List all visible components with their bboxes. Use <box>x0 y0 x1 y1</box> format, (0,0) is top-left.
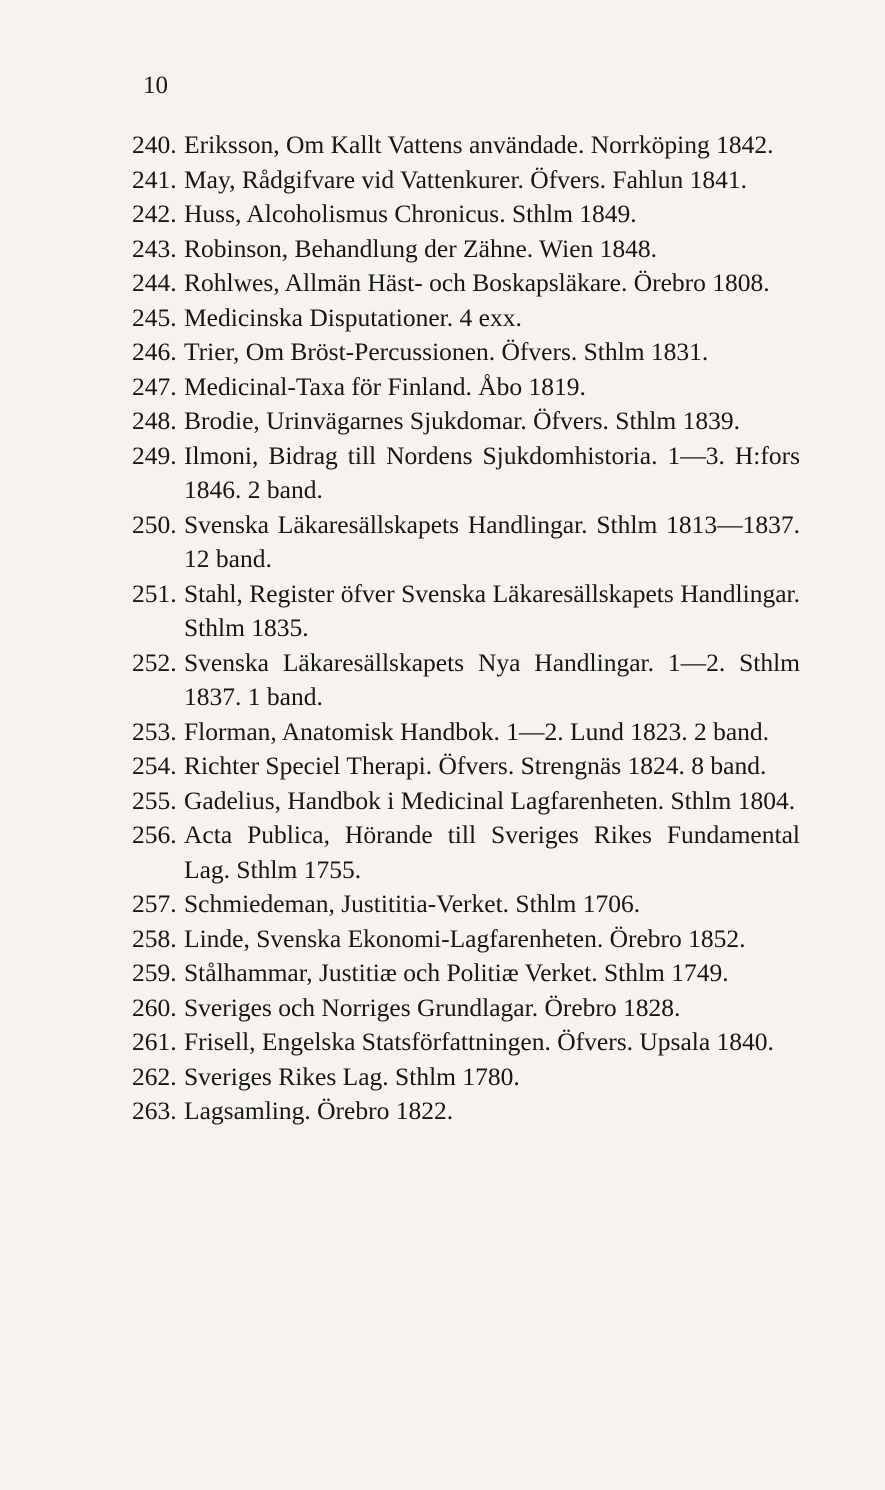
entry-number: 258. <box>132 923 177 953</box>
entry-number: 263. <box>132 1096 177 1125</box>
entry-text: Lagsamling. Örebro 1822. <box>184 1096 454 1125</box>
entry-number: 250. <box>132 509 177 539</box>
entry-text: Schmiedeman, Justititia-Verket. Sthlm 1706. <box>184 889 641 918</box>
catalog-entry <box>132 784 800 819</box>
entry-text: Acta Publica, Hörande till Sveriges Rikes Fundamental Lag. Sthlm 1755. <box>184 820 800 884</box>
entry-number: 240. <box>132 130 177 159</box>
entry-text: Medicinska Disputationer. 4 exx. <box>184 302 522 332</box>
catalog-entry <box>132 1025 800 1060</box>
entry-text: Sveriges och Norriges Grundlagar. Örebro 1828. <box>184 992 681 1022</box>
entry-text: Brodie, Urinvägarnes Sjukdomar. Öfvers. Sthlm 1839. <box>184 406 740 435</box>
entry-number: 254. <box>132 751 177 780</box>
catalog-entry <box>132 335 800 370</box>
entry-number: 260. <box>132 992 177 1022</box>
catalog-entry <box>132 818 800 887</box>
entry-text: Ilmoni, Bidrag till Nordens Sjukdomhistoria. 1—3. H:fors 1846. 2 band. <box>184 440 800 504</box>
catalog-entry <box>132 128 800 163</box>
entry-number: 261. <box>132 1027 177 1056</box>
entry-number: 244. <box>132 268 177 297</box>
entry-number: 257. <box>132 889 177 918</box>
catalog-entry <box>132 370 800 405</box>
entry-number: 262. <box>132 1061 177 1091</box>
entry-text: Huss, Alcoholismus Chronicus. Sthlm 1849. <box>184 199 637 228</box>
entry-text: Frisell, Engelska Statsförfattningen. Öfvers. Upsala 1840. <box>184 1027 774 1056</box>
catalog-entry <box>132 232 800 267</box>
entry-number: 256. <box>132 820 177 849</box>
entry-text: Stahl, Register öfver Svenska Läkaresällskapets Handlingar. Sthlm 1835. <box>184 578 800 642</box>
catalog-entry <box>132 439 800 508</box>
catalog-entry <box>132 508 800 577</box>
entry-text: May, Rådgifvare vid Vattenkurer. Öfvers. Fahlun 1841. <box>184 164 748 194</box>
entry-number: 243. <box>132 233 177 263</box>
entry-text: Richter Speciel Therapi. Öfvers. Strengnäs 1824. 8 band. <box>184 751 767 780</box>
entry-number: 251. <box>132 578 177 608</box>
entry-text: Trier, Om Bröst-Percussionen. Öfvers. Sthlm 1831. <box>184 337 709 366</box>
entry-text: Svenska Läkaresällskapets Handlingar. Sthlm 1813—1837. 12 band. <box>184 509 800 573</box>
catalog-entry <box>132 1060 800 1095</box>
catalog-entry-list <box>132 128 800 1129</box>
entry-text: Svenska Läkaresällskapets Nya Handlingar. 1—2. Sthlm 1837. 1 band. <box>184 647 800 711</box>
catalog-entry <box>132 646 800 715</box>
catalog-entry <box>132 887 800 922</box>
entry-number: 242. <box>132 199 177 228</box>
catalog-entry <box>132 197 800 232</box>
entry-number: 248. <box>132 406 177 435</box>
entry-text: Medicinal-Taxa för Finland. Åbo 1819. <box>184 371 586 401</box>
entry-number: 246. <box>132 337 177 366</box>
entry-number: 252. <box>132 647 177 677</box>
entry-number: 241. <box>132 164 177 194</box>
entry-text: Robinson, Behandlung der Zähne. Wien 1848. <box>184 233 658 263</box>
entry-number: 255. <box>132 785 177 815</box>
catalog-entry <box>132 922 800 957</box>
entry-number: 259. <box>132 958 177 987</box>
catalog-entry <box>132 577 800 646</box>
catalog-entry <box>132 956 800 991</box>
entry-number: 249. <box>132 440 177 470</box>
catalog-entry <box>132 1094 800 1129</box>
catalog-entry <box>132 749 800 784</box>
entry-number: 247. <box>132 371 177 401</box>
page-number: 10 <box>143 72 168 99</box>
entry-text: Rohlwes, Allmän Häst- och Boskapsläkare. Örebro 1808. <box>184 268 770 297</box>
entry-text: Sveriges Rikes Lag. Sthlm 1780. <box>184 1061 520 1091</box>
catalog-entry <box>132 404 800 439</box>
entry-text: Gadelius, Handbok i Medicinal Lagfarenheten. Sthlm 1804. <box>184 785 796 815</box>
catalog-entry <box>132 266 800 301</box>
catalog-entry <box>132 715 800 750</box>
catalog-entry <box>132 163 800 198</box>
catalog-entry <box>132 301 800 336</box>
entry-text: Eriksson, Om Kallt Vattens användade. Norrköping 1842. <box>184 130 774 159</box>
entry-text: Stålhammar, Justitiæ och Politiæ Verket. Sthlm 1749. <box>184 958 729 987</box>
entry-text: Linde, Svenska Ekonomi-Lagfarenheten. Örebro 1852. <box>184 923 746 953</box>
entry-number: 253. <box>132 716 177 746</box>
catalog-entry <box>132 991 800 1026</box>
entry-text: Florman, Anatomisk Handbok. 1—2. Lund 1823. 2 band. <box>184 716 770 746</box>
entry-number: 245. <box>132 302 177 332</box>
